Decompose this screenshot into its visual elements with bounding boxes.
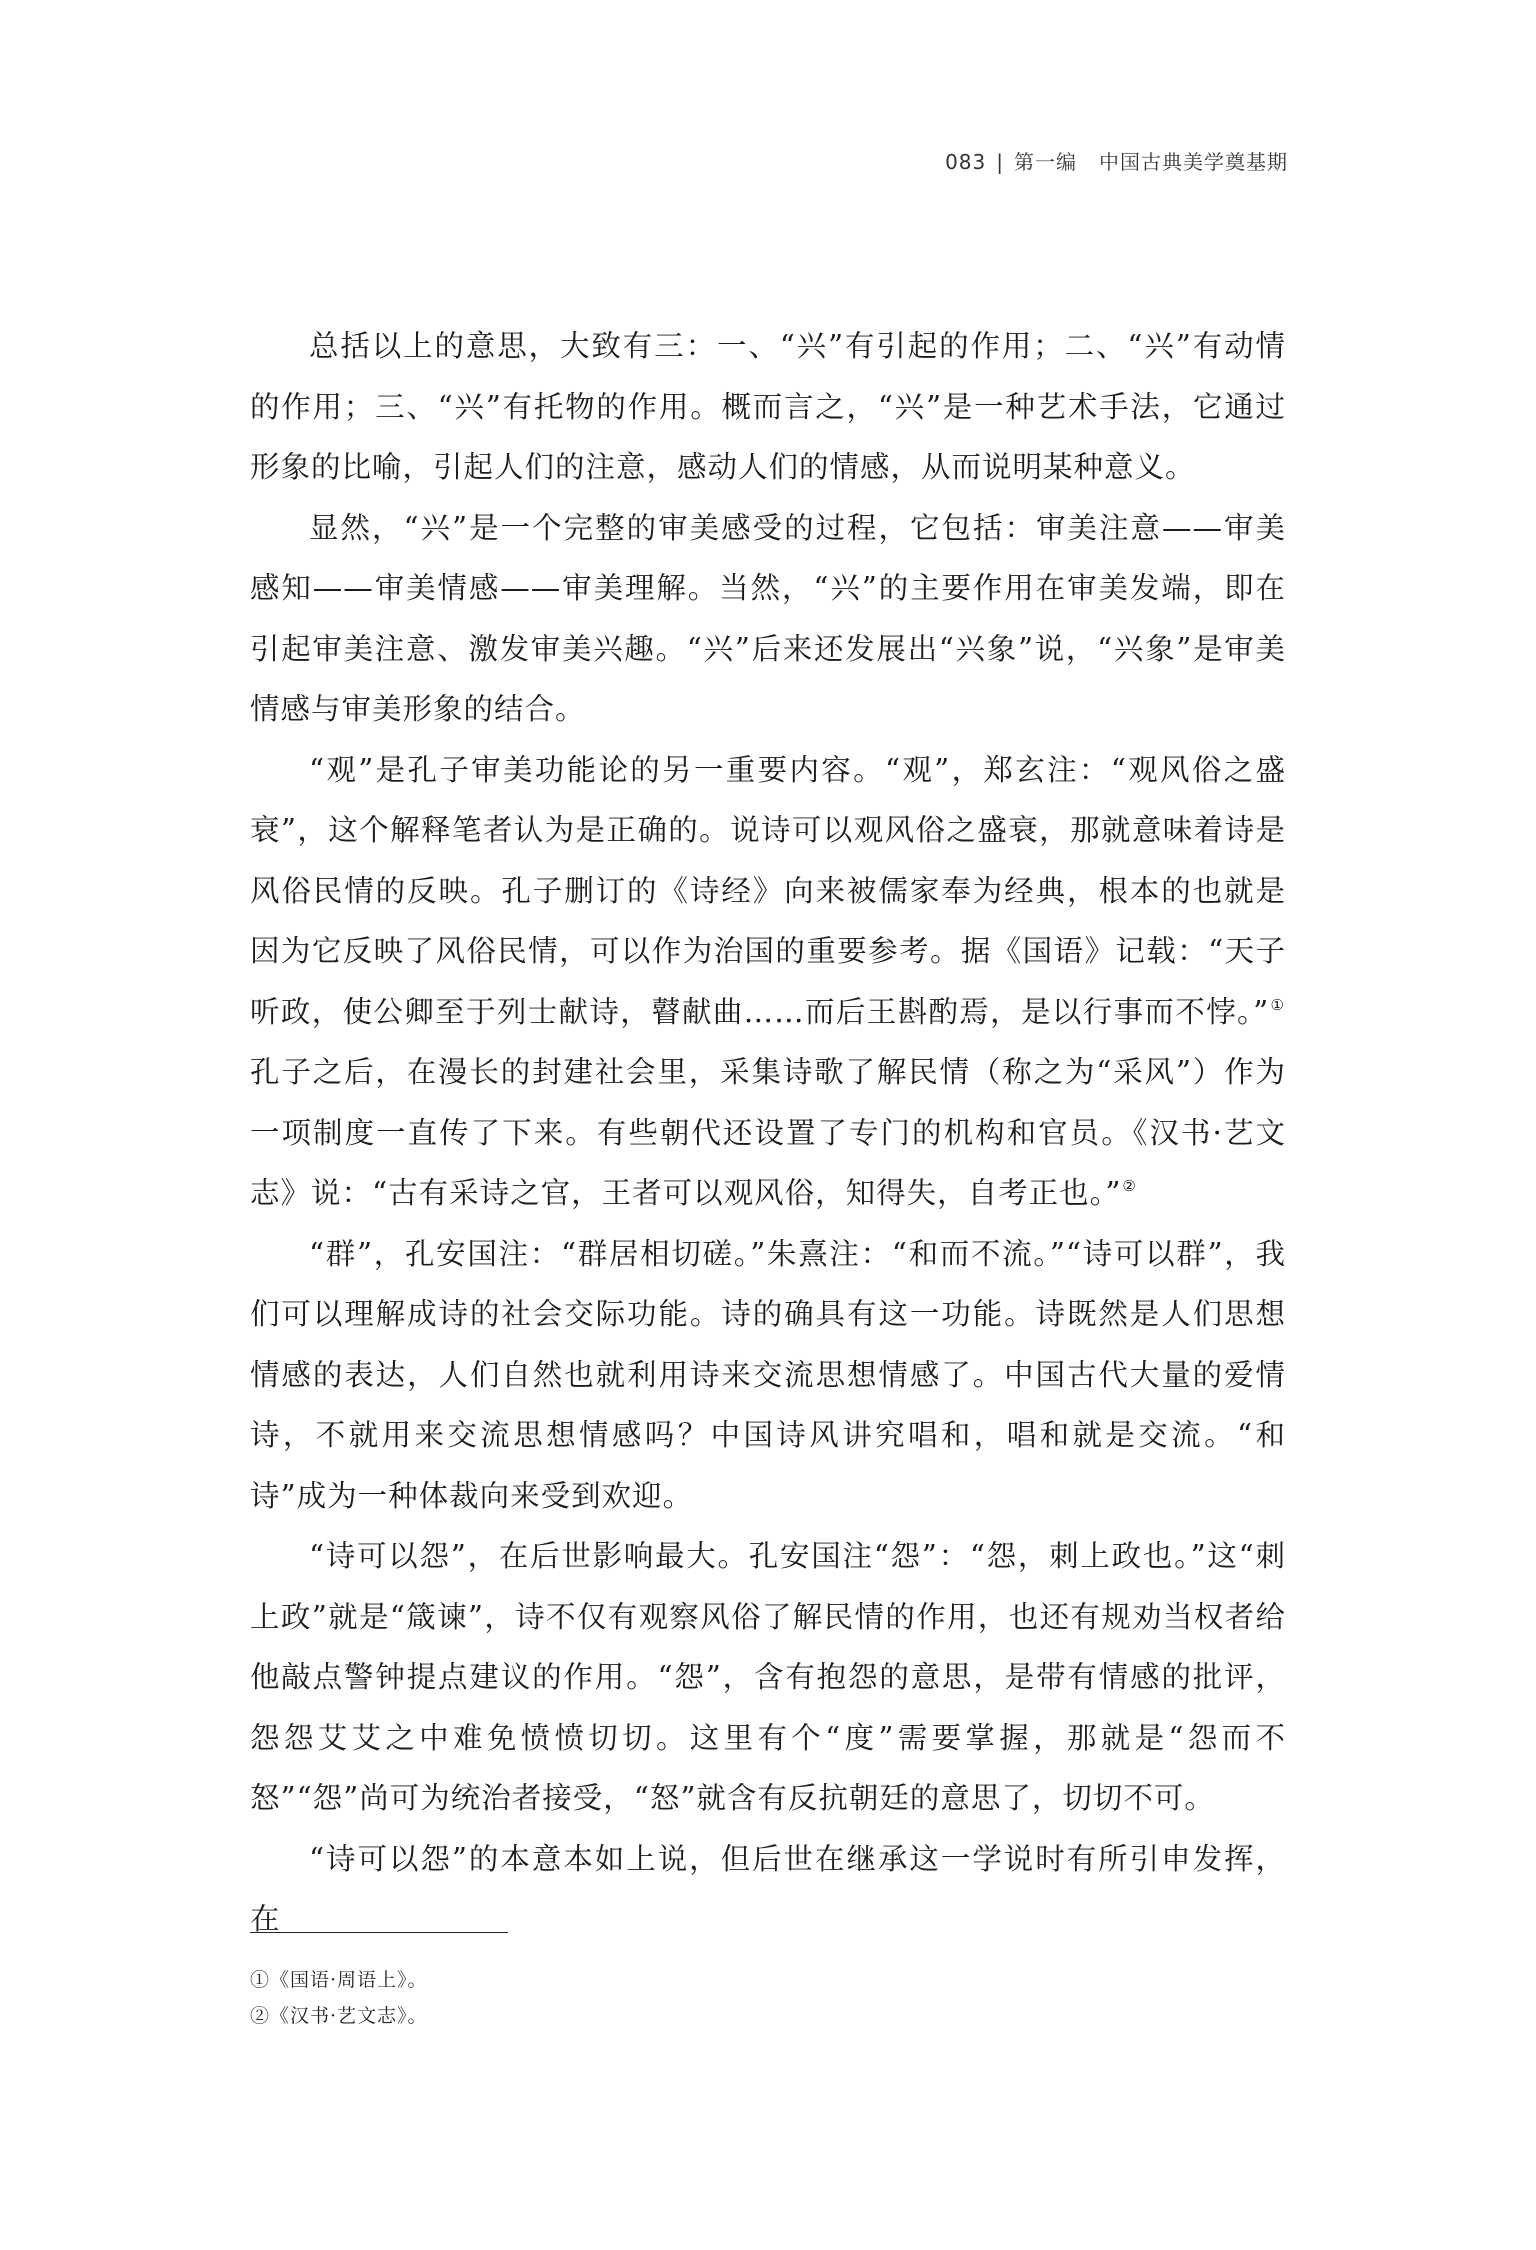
page-number: 083	[945, 150, 987, 174]
part-title: 第一编	[1014, 150, 1077, 174]
paragraph-1: 总括以上的意思，大致有三：一、“兴”有引起的作用；二、“兴”有动情的作用；三、“兴”有托物的作用。概而言之，“兴”是一种艺术手法，它通过形象的比喻，引起人们的注意，感动人们的情感，从而说明某种意义。	[250, 329, 1286, 484]
header-separator: |	[996, 150, 1004, 174]
footnote-divider	[250, 1932, 508, 1933]
body-text	[250, 316, 1286, 1950]
running-head	[945, 146, 1288, 175]
footnotes	[250, 1962, 1286, 2034]
footnote-ref-2[interactable]: ②	[1122, 1177, 1137, 1195]
chapter-title: 中国古典美学奠基期	[1099, 150, 1288, 174]
footnote-2: ②《汉书·艺文志》。	[250, 2005, 428, 2027]
footnote-ref-1[interactable]: ①	[1270, 995, 1285, 1014]
paragraph-3-part-a: “观”是孔子审美功能论的另一重要内容。“观”，郑玄注：“观风俗之盛衰”，这个解释笔者认为是正确的。说诗可以观风俗之盛衰，那就意味着诗是风俗民情的反映。孔子删订的《诗经》向来被儒家奉为经典，根本的也就是因为它反映了风俗民情，可以作为治国的重要参考。据《国语》记载：“天子听政，使公卿至于列士献诗，瞽献曲……而后王斟酌焉，是以行事而不悖。”	[250, 752, 1286, 1029]
paragraph-6: “诗可以怨”的本意本如上说，但后世在继承这一学说时有所引申发挥，在	[250, 1841, 1286, 1936]
paragraph-2: 显然，“兴”是一个完整的审美感受的过程，它包括：审美注意——审美感知——审美情感——审美理解。当然，“兴”的主要作用在审美发端，即在引起审美注意、激发审美兴趣。“兴”后来还发展出“兴象”说，“兴象”是审美情感与审美形象的结合。	[250, 510, 1286, 726]
paragraph-3-part-b: 孔子之后，在漫长的封建社会里，采集诗歌了解民情（称之为“采风”）作为一项制度一直传了下来。有些朝代还设置了专门的机构和官员。《汉书·艺文志》说：“古有采诗之官，王者可以观风俗，知得失，自考正也。”	[250, 1055, 1286, 1210]
paragraph-4: “群”，孔安国注：“群居相切磋。”朱熹注：“和而不流。”“诗可以群”，我们可以理解成诗的社会交际功能。诗的确具有这一功能。诗既然是人们思想情感的表达，人们自然也就利用诗来交流思想情感了。中国古代大量的爱情诗，不就用来交流思想情感吗？中国诗风讲究唱和，唱和就是交流。“和诗”成为一种体裁向来受到欢迎。	[250, 1236, 1286, 1513]
paragraph-3	[250, 740, 1286, 1224]
footnote-1: ①《国语·周语上》。	[250, 1969, 428, 1991]
paragraph-5: “诗可以怨”，在后世影响最大。孔安国注“怨”：“怨，刺上政也。”这“刺上政”就是“箴谏”，诗不仅有观察风俗了解民情的作用，也还有规劝当权者给他敲点警钟提点建议的作用。“怨”，含有抱怨的意思，是带有情感的批评，怨怨艾艾之中难免愤愤切切。这里有个“度”需要掌握，那就是“怨而不怒”“怨”尚可为统治者接受，“怒”就含有反抗朝廷的意思了，切切不可。	[250, 1539, 1286, 1815]
